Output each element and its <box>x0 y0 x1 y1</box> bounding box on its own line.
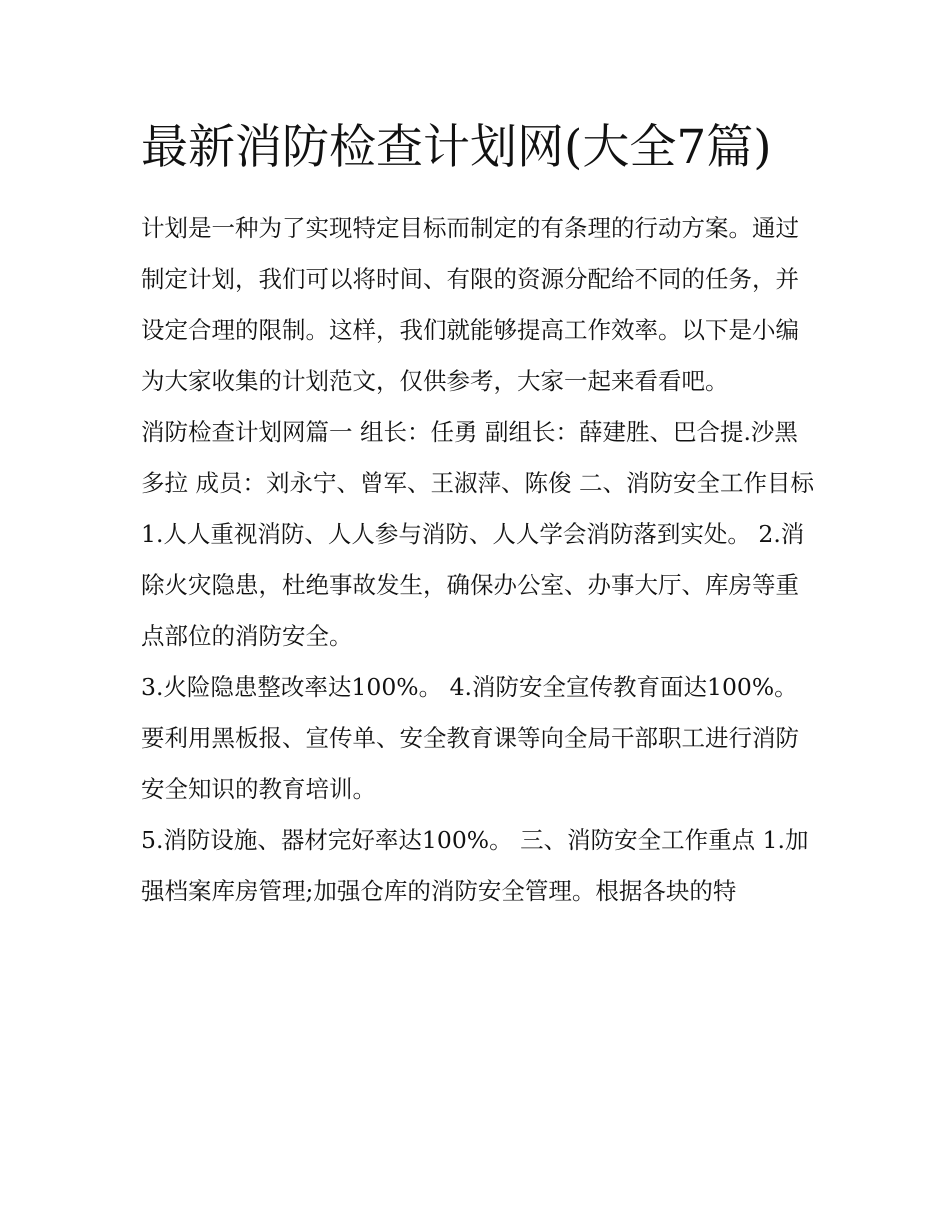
body-paragraph-goals-1: 1.人人重视消防、人人参与消防、人人学会消防落到实处。 2.消除火灾隐患，杜绝事故发生，确保办公室、办事大厅、库房等重点部位的消防安全。 <box>141 520 805 650</box>
intro-paragraph: 计划是一种为了实现特定目标而制定的有条理的行动方案。通过制定计划，我们可以将时间、有限的资源分配给不同的任务，并设定合理的限制。这样，我们就能够提高工作效率。以下是小编为大家收集的计划范文，仅供参考，大家一起来看看吧。 <box>141 214 799 395</box>
body-paragraph-goals-3: 5.消防设施、器材完好率达100%。 三、消防安全工作重点 1.加强档案库房管理;加强仓库的消防安全管理。根据各块的特 <box>141 826 809 905</box>
body-paragraph-organization: 消防检查计划网篇一 组长：任勇 副组长：薛建胜、巴合提.沙黑多拉 成员：刘永宁、曾军、王淑萍、陈俊 二、消防安全工作目标 <box>141 418 814 497</box>
document-content <box>141 110 816 917</box>
document-title: 最新消防检查计划网(大全7篇) <box>141 120 772 175</box>
body-paragraph-goals-2: 3.火险隐患整改率达100%。 4.消防安全宣传教育面达100%。要利用黑板报、宣传单、安全教育课等向全局干部职工进行消防安全知识的教育培训。 <box>141 673 799 803</box>
